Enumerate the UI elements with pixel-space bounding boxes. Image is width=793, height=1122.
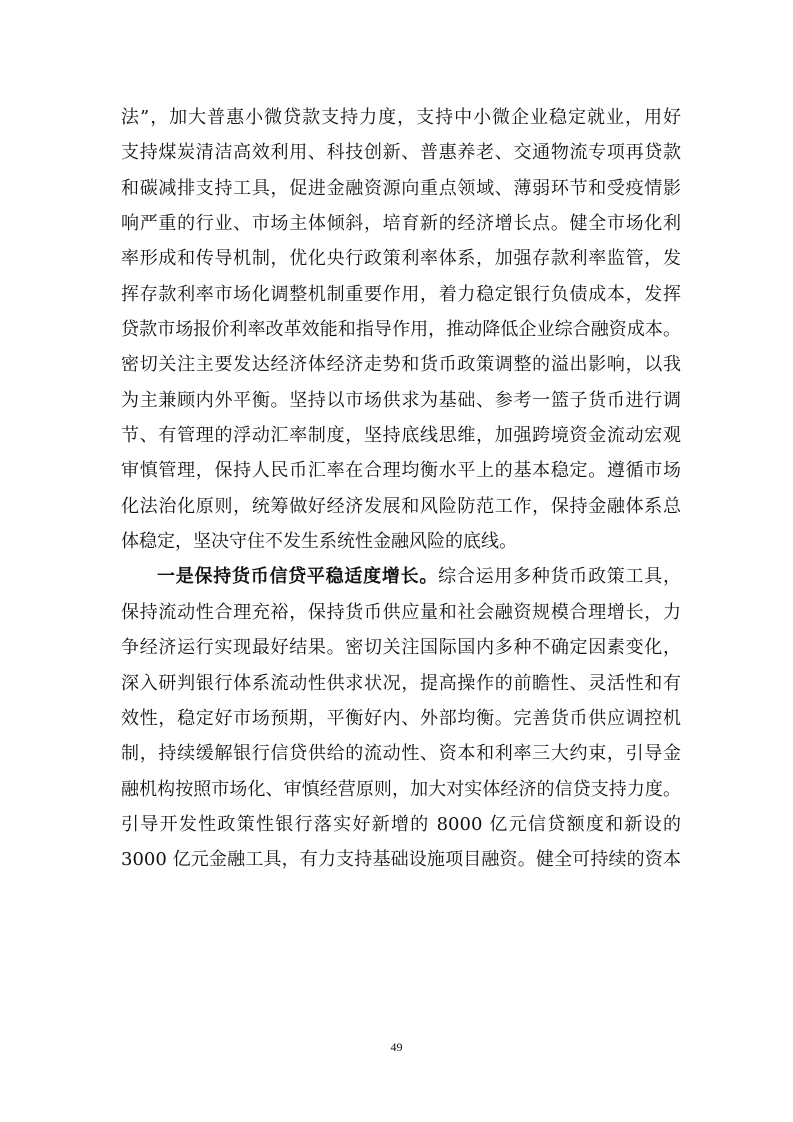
text-line: 引导开发性政策性银行落实好新增的 8000 亿元信贷额度和新设的 xyxy=(121,813,681,835)
document-body xyxy=(121,100,681,878)
paragraph-1 xyxy=(121,100,681,559)
text-line: 融机构按照市场化、审慎经营原则，加大对实体经济的信贷支持力度。 xyxy=(121,778,681,800)
text-line: 体稳定，坚决守住不发生系统性金融风险的底线。 xyxy=(121,531,517,553)
text-line: 3000 亿元金融工具，有力支持基础设施项目融资。健全可持续的资本 xyxy=(121,849,681,871)
text-line: 为主兼顾内外平衡。坚持以市场供求为基础、参考一篮子货币进行调 xyxy=(121,389,681,411)
text-line: 节、有管理的浮动汇率制度，坚持底线思维，加强跨境资金流动宏观 xyxy=(121,425,681,447)
text-line: 支持煤炭清洁高效利用、科技创新、普惠养老、交通物流专项再贷款 xyxy=(121,142,681,164)
text-line: 贷款市场报价利率改革效能和指导作用，推动降低企业综合融资成本。 xyxy=(121,319,681,341)
text-line: 法”，加大普惠小微贷款支持力度，支持中小微企业稳定就业，用好 xyxy=(121,107,681,128)
text-line: 效性，稳定好市场预期，平衡好内、外部均衡。完善货币供应调控机 xyxy=(121,707,681,729)
paragraph-2 xyxy=(121,559,681,877)
text-line: 审慎管理，保持人民币汇率在合理均衡水平上的基本稳定。遵循市场 xyxy=(121,460,681,482)
text-line: 深入研判银行体系流动性供求状况，提高操作的前瞻性、灵活性和有 xyxy=(121,672,681,694)
text-line: 化法治化原则，统筹做好经济发展和风险防范工作，保持金融体系总 xyxy=(121,495,681,517)
paragraph-first-line xyxy=(121,559,681,594)
page-number: 49 xyxy=(390,1040,403,1054)
text-line: 率形成和传导机制，优化央行政策利率体系，加强存款利率监管，发 xyxy=(121,248,681,270)
text-segment: 综合运用多种货币政策工具， xyxy=(438,566,681,588)
text-line: 响严重的行业、市场主体倾斜，培育新的经济增长点。健全市场化利 xyxy=(121,213,681,235)
text-line: 保持流动性合理充裕，保持货币供应量和社会融资规模合理增长，力 xyxy=(121,601,681,623)
paragraph-heading: 一是保持货币信贷平稳适度增长。 xyxy=(157,566,439,588)
text-line: 和碳减排支持工具，促进金融资源向重点领域、薄弱环节和受疫情影 xyxy=(121,177,681,199)
text-line: 争经济运行实现最好结果。密切关注国际国内多种不确定因素变化， xyxy=(121,637,681,659)
text-line: 挥存款利率市场化调整机制重要作用，着力稳定银行负债成本，发挥 xyxy=(121,283,681,305)
text-line: 制，持续缓解银行信贷供给的流动性、资本和利率三大约束，引导金 xyxy=(121,743,681,765)
text-line: 密切关注主要发达经济体经济走势和货币政策调整的溢出影响，以我 xyxy=(121,354,681,376)
